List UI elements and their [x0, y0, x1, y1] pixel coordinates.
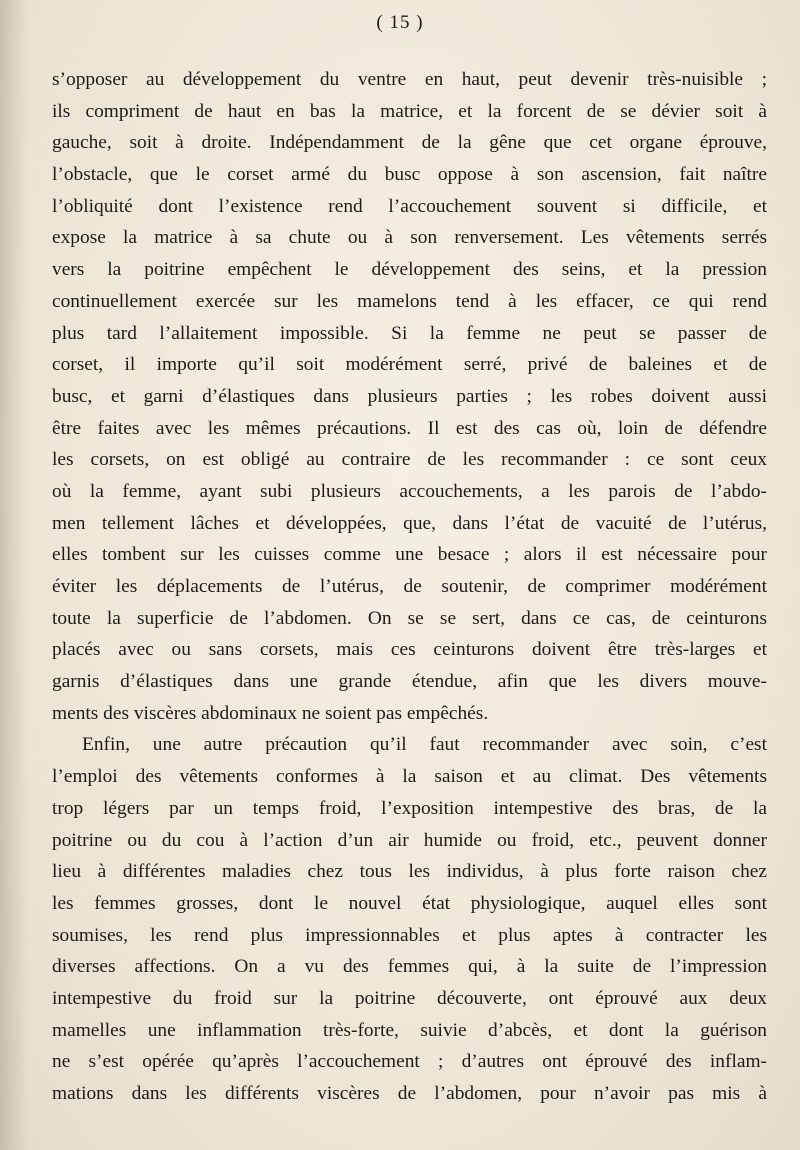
- text-line: corset, il importe qu’il soit modérément serré, privé de baleines et de: [52, 354, 767, 376]
- text-line: plus tard l’allaitement impossible. Si la femme ne peut se passer de: [52, 322, 767, 344]
- text-line: éviter les déplacements de l’utérus, de soutenir, de comprimer modérément: [52, 576, 767, 597]
- text-line: ils compriment de haut en bas la matrice, et la forcent de se dévier soit à: [52, 100, 767, 122]
- text-line: les femmes grosses, dont le nouvel état physiologique, auquel elles sont: [52, 892, 767, 914]
- text-line: trop légers par un temps froid, l’exposition intempestive des bras, de la: [52, 797, 767, 819]
- page-number: ( 15 ): [376, 12, 424, 33]
- text-line-paragraph-end: ments des viscères abdominaux ne soient pas empêchés.: [52, 702, 489, 724]
- text-line: ne s’est opérée qu’après l’accouchement ; d’autres ont éprouvé des inflam-: [52, 1051, 767, 1073]
- text-line: où la femme, ayant subi plusieurs accouchements, a les parois de l’abdo-: [52, 480, 767, 502]
- text-line: mamelles une inflammation très-forte, suivie d’abcès, et dont la guérison: [52, 1019, 767, 1041]
- text-line: poitrine ou du cou à l’action d’un air humide ou froid, etc., peuvent donner: [52, 829, 767, 851]
- text-line: intempestive du froid sur la poitrine découverte, ont éprouvé aux deux: [52, 987, 767, 1009]
- text-line: diverses affections. On a vu des femmes qui, à la suite de l’impression: [52, 956, 767, 978]
- text-line: elles tombent sur les cuisses comme une besace ; alors il est nécessaire pour: [52, 544, 767, 566]
- text-line: soumises, les rend plus impressionnables et plus aptes à contracter les: [52, 924, 767, 946]
- text-line: mations dans les différents viscères de l’abdomen, pour n’avoir pas mis à: [52, 1083, 767, 1104]
- text-line: vers la poitrine empêchent le développement des seins, et la pression: [52, 259, 767, 281]
- text-line: gauche, soit à droite. Indépendamment de la gêne que cet organe éprouve,: [52, 132, 767, 154]
- text-line: garnis d’élastiques dans une grande étendue, afin que les divers mouve-: [52, 671, 767, 693]
- text-line: l’obliquité dont l’existence rend l’accouchement souvent si difficile, et: [52, 195, 767, 217]
- text-line: toute la superficie de l’abdomen. On se se sert, dans ce cas, de ceinturons: [52, 607, 767, 629]
- text-line: placés avec ou sans corsets, mais ces ceinturons doivent être très-larges et: [52, 639, 767, 661]
- text-line: busc, et garni d’élastiques dans plusieurs parties ; les robes doivent aussi: [52, 385, 767, 407]
- text-line: continuellement exercée sur les mamelons tend à les effacer, ce qui rend: [52, 290, 767, 312]
- text-line: expose la matrice à sa chute ou à son renversement. Les vêtements serrés: [52, 227, 767, 249]
- text-line: l’emploi des vêtements conformes à la saison et au climat. Des vêtements: [52, 766, 767, 788]
- text-line: les corsets, on est obligé au contraire de les recommander : ce sont ceux: [52, 449, 767, 471]
- text-line: s’opposer au développement du ventre en haut, peut devenir très-nuisible ;: [52, 69, 767, 90]
- text-line: l’obstacle, que le corset armé du busc oppose à son ascension, fait naître: [52, 164, 767, 186]
- body-text: [52, 64, 767, 1110]
- text-line: men tellement lâches et développées, que, dans l’état de vacuité de l’utérus,: [52, 512, 767, 534]
- page-gutter-shadow: [0, 0, 28, 1150]
- text-line-paragraph-start: Enfin, une autre précaution qu’il faut recommander avec soin, c’est: [82, 734, 767, 756]
- text-line: lieu à différentes maladies chez tous les individus, à plus forte raison chez: [52, 861, 767, 883]
- text-line: être faites avec les mêmes précautions. Il est des cas où, loin de défendre: [52, 417, 767, 439]
